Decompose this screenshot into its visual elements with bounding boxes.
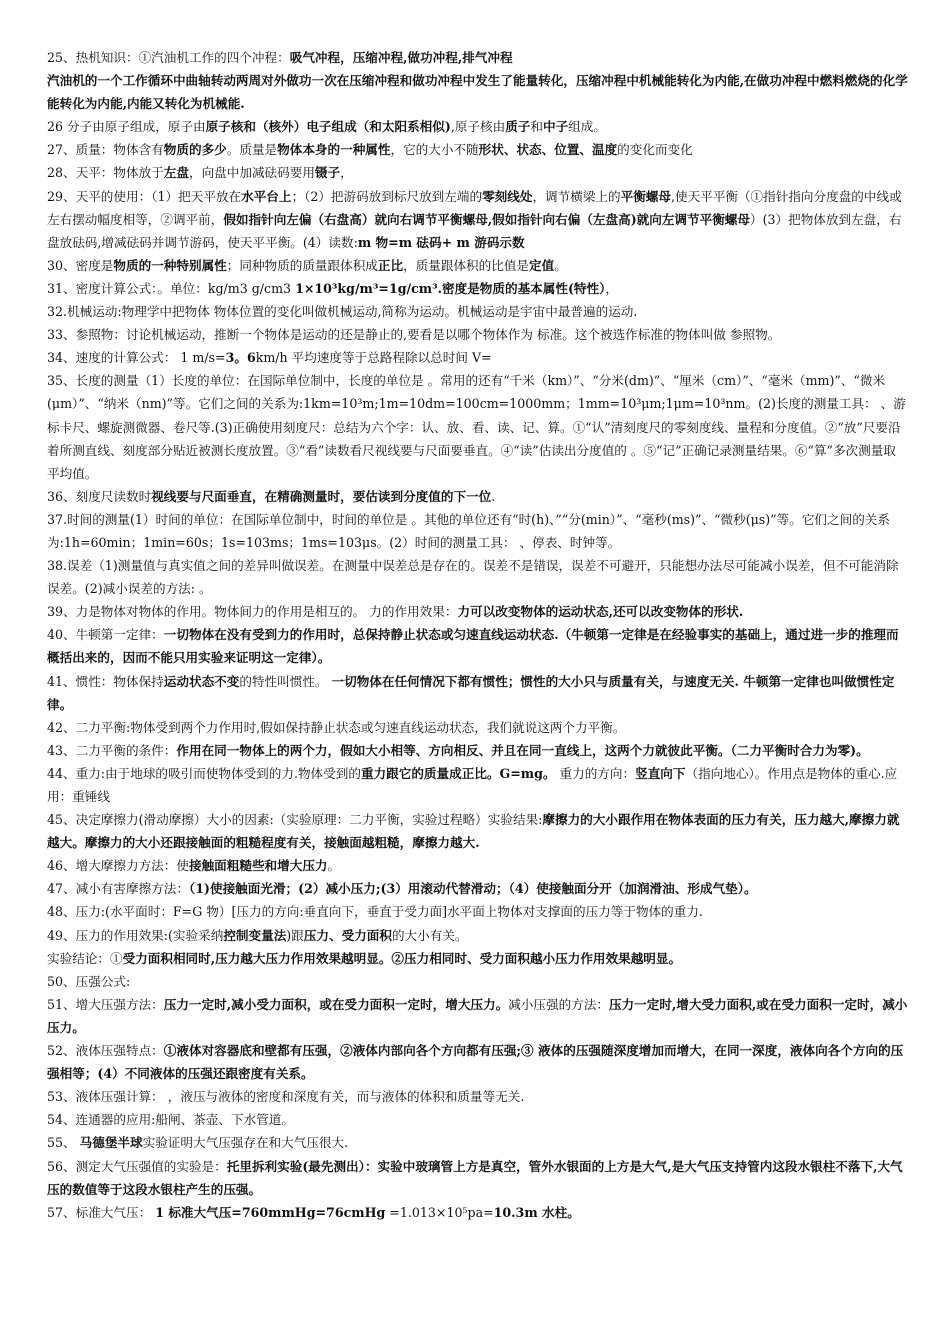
bold-text: 左盘 — [163, 165, 189, 181]
paragraph-p56 — [47, 1155, 908, 1201]
paragraph-p40 — [47, 623, 908, 669]
bold-text: 中子 — [542, 119, 569, 135]
bold-text: 竖直向下 — [635, 765, 686, 781]
bold-text: 形状、状态、位置、温度 — [478, 142, 618, 158]
bold-text: 压力一定时,增大受力面积,或在受力面积一定时，减小压力。 — [47, 996, 908, 1035]
bold-text: 汽油机的一个工作循环中曲轴转动两周对外做功一次在压缩冲程和做功冲程中发生了能量转化，压缩冲程中机械能转化为内能,在做功冲程中燃料燃烧的化学能转化为内能,内能又转化为机械能. — [47, 73, 908, 112]
bold-text: 零刻线处 — [482, 188, 533, 204]
paragraph-p44 — [47, 762, 908, 808]
text: 实验证明大气压强存在和大气压很大. — [142, 1135, 349, 1151]
bold-text: 水平台上 — [241, 188, 292, 204]
paragraph-p43 — [47, 739, 908, 762]
text: 33、参照物：讨论机械运动，推断一个物体是运动的还是静止的,要看是以哪个物体作为 标准。这个被选作标准的物体叫做 参照物。 — [47, 327, 781, 343]
paragraph-p46 — [47, 854, 908, 877]
text: 55、 — [47, 1135, 80, 1151]
paragraph-p37 — [47, 508, 908, 554]
paragraph-p39 — [47, 600, 908, 623]
paragraph-p28 — [47, 161, 908, 184]
paragraph-p49b — [47, 947, 908, 970]
text: 39、力是物体对物体的作用。物体间力的作用是相互的。 力的作用效果： — [47, 604, 458, 620]
text: 53、液体压强计算： ，液压与液体的密度和深度有关，而与液体的体积和质量等无关. — [47, 1089, 525, 1105]
paragraph-p51 — [47, 993, 908, 1039]
text: 43、二力平衡的条件： — [47, 742, 177, 758]
text: ， — [340, 165, 353, 181]
text: 57、标准大气压： — [47, 1204, 156, 1220]
text: . — [491, 488, 496, 504]
text: 25、热机知识：①汽油机工作的四个冲程： — [47, 50, 290, 65]
paragraph-p45 — [47, 808, 908, 854]
bold-text: 马德堡半球 — [79, 1135, 143, 1151]
text: )跟 — [286, 927, 304, 943]
text: km/h 平均速度等于总路程除以总时间 V= — [255, 350, 492, 366]
text: 50、压强公式: — [47, 973, 131, 989]
text: 。 — [327, 858, 341, 874]
text: ,原子核由 — [450, 119, 506, 135]
bold-text: 原子核和（核外）电子组成（和太阳系相似) — [205, 119, 451, 135]
bold-text: 摩擦力的大小跟作用在物体表面的压力有关，压力越大,摩擦力就越大。摩擦力的大小还跟接触面的粗糙程度有关，接触面越粗糙，摩擦力越大. — [47, 812, 900, 851]
bold-text: 物质的一种特别属性 — [113, 257, 227, 273]
text: 51、增大压强方法： — [47, 996, 164, 1012]
text: 56、测定大气压强值的实验是： — [47, 1158, 227, 1174]
text: 52、液体压强特点： — [47, 1043, 164, 1059]
text: 49、压力的作用效果:(实验采纳 — [47, 927, 224, 943]
bold-text: 镊子 — [314, 165, 341, 181]
text: 。 — [554, 257, 567, 273]
paragraph-p26 — [47, 115, 908, 138]
text: 29、天平的使用：（1）把天平放在 — [47, 188, 242, 204]
paragraph-p31 — [47, 277, 908, 300]
bold-text: 运动状态不变 — [163, 673, 240, 689]
text: 的变化而变化 — [617, 142, 693, 158]
paragraph-p38 — [47, 554, 908, 600]
text: 45、决定摩擦力(滑动摩擦）大小的因素:（实验原理：二力平衡，实验过程略）实验结果: — [47, 812, 543, 828]
text: 减小压强的方法： — [508, 996, 609, 1012]
bold-text: m 物=m 砝码+ m 游码示数 — [357, 234, 525, 250]
bold-text: 定值 — [529, 257, 555, 273]
bold-text: 重力跟它的质量成正比。G=mg。 — [360, 765, 556, 781]
bold-text: ①液体对容器底和壁都有压强，②液体内部向各个方向都有压强;③ 液体的压强随深度增加而增大，在同一深度，液体向各个方向的压强相等；(4）不同液体的压强还跟密度有关系。 — [47, 1043, 904, 1082]
bold-text: 1 标准大气压=760mmHg=76cmHg — [155, 1204, 386, 1220]
text: 46、增大摩擦力方法：使 — [47, 858, 189, 874]
text: =1.013×10⁵pa= — [385, 1204, 494, 1220]
paragraph-p30 — [47, 254, 908, 277]
paragraph-p52 — [47, 1039, 908, 1085]
bold-text: 压力一定时,减小受力面积，或在受力面积一定时，增大压力。 — [163, 996, 509, 1012]
bold-text: 质子 — [505, 119, 531, 135]
paragraph-p25b — [47, 69, 908, 115]
text: 组成。 — [568, 119, 606, 135]
paragraph-p49 — [47, 924, 908, 947]
paragraph-p47 — [47, 877, 908, 900]
bold-text: 平衡螺母 — [620, 188, 671, 204]
bold-text: 托里拆利实验(最先测出）：实验中玻璃管上方是真空，管外水银面的上方是大气,是大气压支持管内这段水银柱不落下,大气压的数值等于这段水银柱产生的压强。 — [47, 1158, 903, 1197]
text: 34、速度的计算公式： 1 m/s= — [47, 350, 226, 366]
bold-text: 假如指针向左偏（右盘高）就向右调节平衡螺母,假如指针向右偏（左盘高)就向左调节平衡螺母 — [223, 211, 750, 227]
paragraph-p36 — [47, 485, 908, 508]
bold-text: 接触面粗糙些和增大压力 — [188, 858, 328, 874]
paragraph-p41 — [47, 670, 908, 716]
bold-text: 3。6 — [225, 350, 256, 366]
text: ， — [605, 280, 618, 296]
paragraph-p29 — [47, 185, 908, 254]
text: 48、压力:(水平面时：F=G 物）[压力的方向:垂直向下，垂直于受力面]水平面上物体对支撑面的压力等于物体的重力. — [47, 904, 703, 920]
text: ；（2）把游码放到标尺放到左端的 — [291, 188, 483, 204]
paragraph-p27 — [47, 138, 908, 161]
paragraph-p54 — [47, 1108, 908, 1131]
text: 32.机械运动:物理学中把物体 物体位置的变化叫做机械运动,简称为运动。机械运动是宇宙中最普遍的运动. — [47, 304, 638, 320]
paragraph-p32 — [47, 300, 908, 323]
text: 的特性叫惯性。 — [239, 673, 332, 689]
text: ，它的大小不随 — [390, 142, 479, 158]
text: ；同种物质的质量跟体积成 — [226, 257, 378, 273]
text: 的大小有关。 — [391, 927, 468, 943]
text: 31、密度计算公式：。单位：kg/m3 g/cm3 — [47, 280, 296, 296]
text: 28、天平：物体放于 — [47, 165, 164, 181]
bold-text: 1×10³kg/m³=1g/cm³.密度是物质的基本属性(特性） — [295, 280, 606, 296]
paragraph-p55 — [47, 1131, 908, 1154]
text: 44、重力:由于地球的吸引而使物体受到的力.物体受到的 — [47, 765, 361, 781]
text: 30、密度是 — [47, 257, 114, 273]
text: 36、刻度尺读数时 — [47, 488, 152, 504]
bold-text: （1)使接触面光滑；(2）减小压力;(3）用滚动代替滑动；（4）使接触面分开（加润滑油、形成气垫）。 — [188, 881, 757, 897]
paragraph-p48 — [47, 900, 908, 923]
paragraph-p50 — [47, 970, 908, 993]
paragraph-p34 — [47, 346, 908, 369]
text: 27、质量：物体含有 — [47, 142, 164, 158]
bold-text: 物质的多少 — [163, 142, 227, 158]
paragraph-p57 — [47, 1201, 908, 1224]
bold-text: 受力面积相同时,压力越大压力作用效果越明显。②压力相同时、受力面积越小压力作用效果越明显。 — [122, 950, 682, 966]
bold-text: 吸气冲程，压缩冲程,做功冲程,排气冲程 — [289, 50, 513, 65]
text: 和 — [530, 119, 543, 135]
bold-text: 一切物体在没有受到力的作用时，总保持静止状态或匀速直线运动状态.（牛顿第一定律是在经验事实的基础上，通过进一步的推理而概括出来的，因而不能只用实验来证明这一定律）。 — [47, 627, 899, 666]
bold-text: 控制变量法 — [223, 927, 287, 943]
text: 40、牛顿第一定律： — [47, 627, 164, 643]
text: 实验结论：① — [47, 950, 123, 966]
paragraph-p42 — [47, 716, 908, 739]
text: 38.误差（1)测量值与真实值之间的差异叫做误差。在测量中误差总是存在的。误差不是错误，误差不可避开，只能想办法尽可能减小误差，但不可能消除误差。(2)减小误差的方法: 。 — [47, 558, 899, 597]
text: 47、减小有害摩擦方法： — [47, 881, 189, 897]
text: ,使天平平衡（①指针指向分度盘的中线或左右摆动幅度相等，②调平前， — [47, 188, 902, 227]
bold-text: 物体本身的一种属性 — [277, 142, 391, 158]
text: 重力的方向： — [555, 765, 636, 781]
bold-text: 视线要与尺面垂直，在精确测量时，要估读到分度值的下一位 — [151, 488, 492, 504]
text: 26 分子由原子组成，原子由 — [47, 119, 206, 135]
text: ）(3）把物体放到左盘，右盘放砝码,增减砝码并调节游码，使天平平衡。(4）读数: — [47, 211, 902, 250]
text: ，向盘中加减砝码要用 — [188, 165, 315, 181]
text: ，调节横梁上的 — [532, 188, 621, 204]
bold-text: 力可以改变物体的运动状态,还可以改变物体的形状. — [457, 604, 744, 620]
bold-text: 10.3m 水柱。 — [493, 1204, 580, 1220]
text: ，质量跟体积的比值是 — [403, 257, 529, 273]
text: 37.时间的测量(1）时间的单位：在国际单位制中，时间的单位是 。其他的单位还有“时(h)、”“分(min）”、“毫秒(ms)”、“微秒(μs)”等。它们之间的关系为:1h=60min；1min=60s；1s=103ms；1ms=103μs。(2）时间的测量工具： 、停表、时钟等。 — [47, 511, 890, 550]
bold-text: 正比 — [377, 257, 404, 273]
text: 。质量是 — [226, 142, 278, 158]
text: 41、惯性：物体保持 — [47, 673, 164, 689]
text: （指向地心）。作用点是物体的重心.应用：重锤线 — [47, 765, 898, 804]
paragraph-p35 — [47, 369, 908, 484]
bold-text: 作用在同一物体上的两个力，假如大小相等、方向相反、并且在同一直线上，这两个力就彼此平衡。（二力平衡时合力为零)。 — [176, 742, 869, 758]
bold-text: 一切物体在任何情况下都有惯性；惯性的大小只与质量有关，与速度无关. 牛顿第一定律也叫做惯性定律。 — [47, 673, 895, 712]
bold-text: 压力、受力面积 — [303, 927, 392, 943]
text: 35、长度的测量（1）长度的单位：在国际单位制中，长度的单位是 。常用的还有“千米（km）”、“分米(dm)”、“厘米（cm）”、“毫米（mm)”、“微米(μm）”、“纳米（nm)”等。它们之间的关系为:1km=10³m;1m=10dm=100cm=1000mm；1mm=10³μm;1μm=10³nm。(2)长度的测量工具： 、游标卡尺、螺旋测微器、卷尺等.(3)正确使用刻度尺：总结为六个字：认、放、看、读、记、算。①“认”清刻度尺的零刻度线、量程和分度值。②“放”尺要沿着所测直线、刻度部分贴近被测长度放置。③“看”读数看尺视线要与尺面要垂直。④“读”估读出分度值的 。⑤“记”正确记录测量结果。⑥“算”多次测量取平均值。 — [47, 373, 906, 481]
text: 42、二力平衡:物体受到两个力作用时,假如保持静止状态或匀速直线运动状态，我们就说这两个力平衡。 — [47, 719, 626, 735]
paragraph-p25 — [47, 46, 908, 69]
paragraph-p33 — [47, 323, 908, 346]
paragraph-p53 — [47, 1085, 908, 1108]
text: 54、连通器的应用:船闸、茶壶、下水管道。 — [47, 1112, 294, 1128]
